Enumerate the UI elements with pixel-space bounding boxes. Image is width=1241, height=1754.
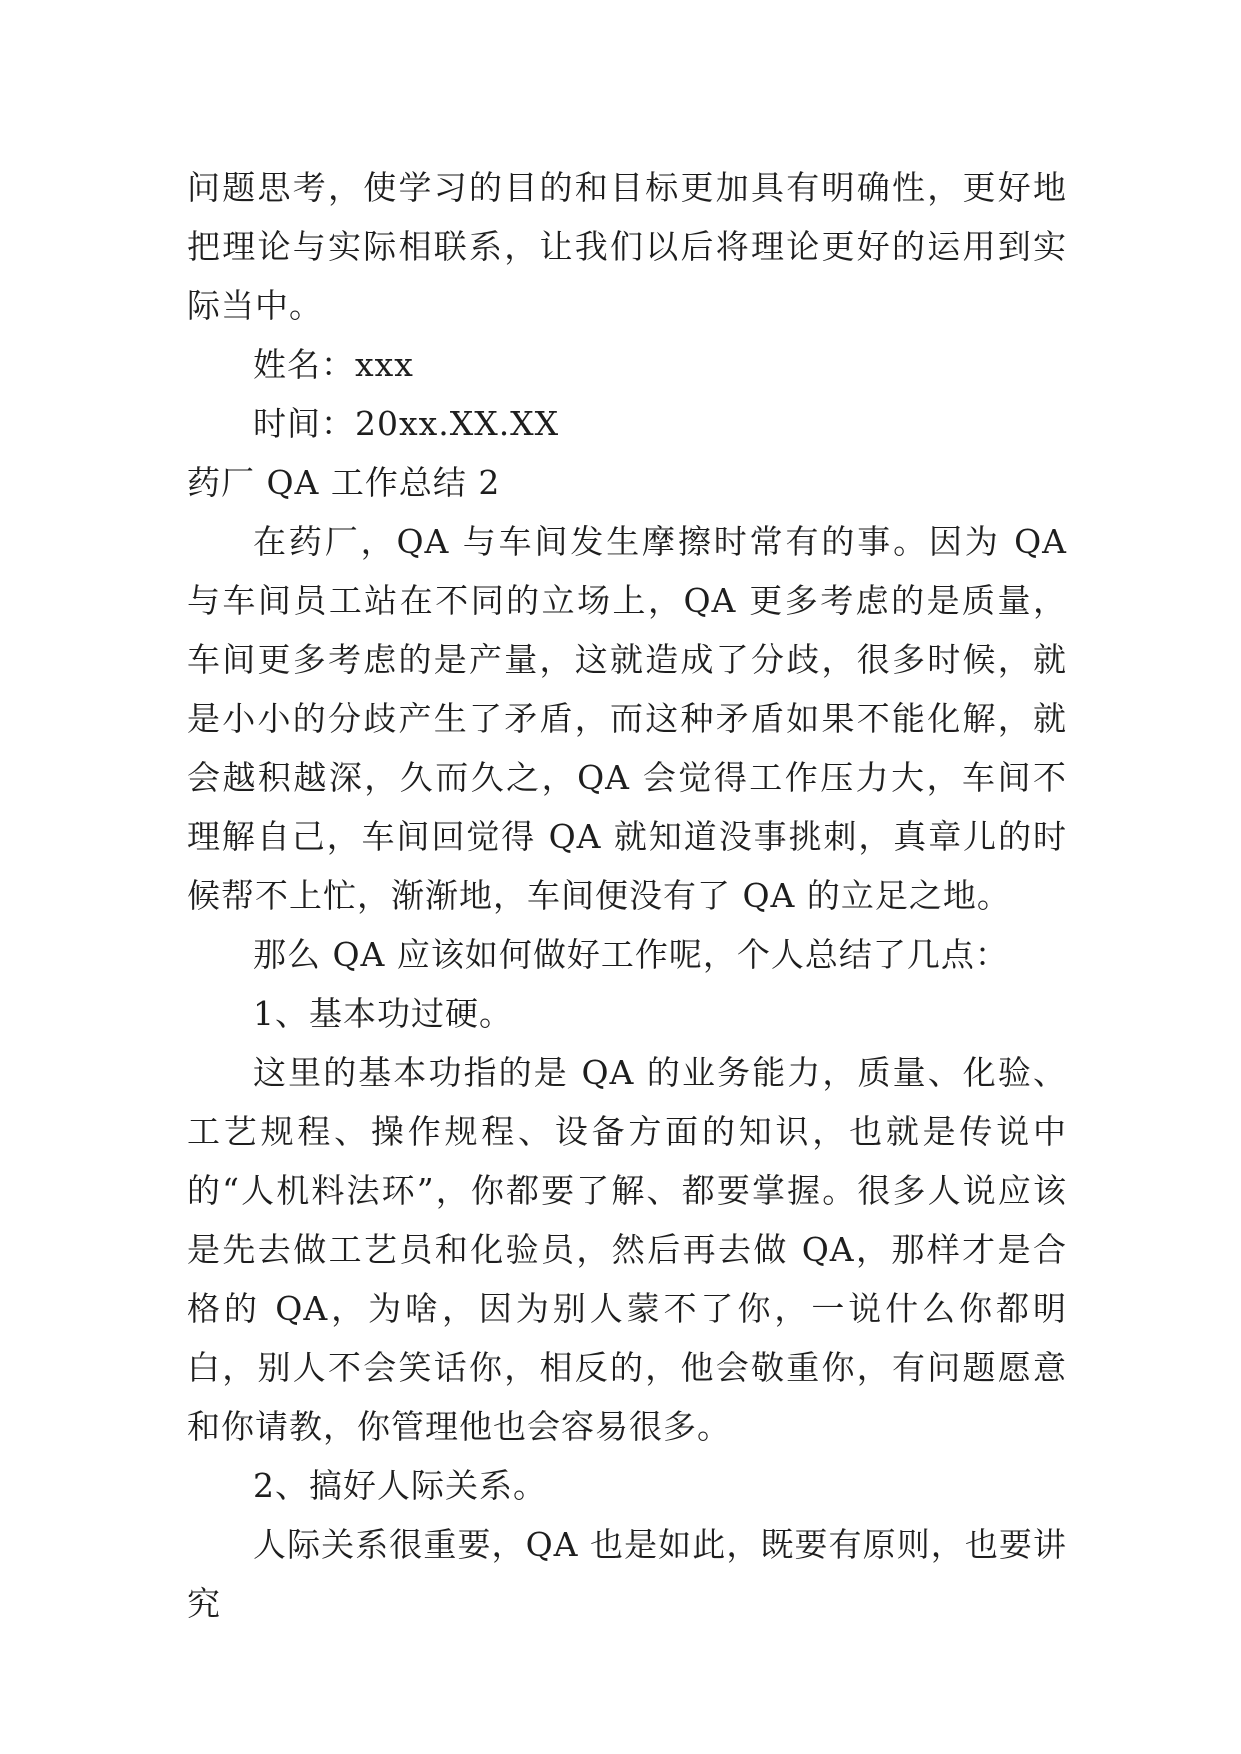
document-body [187,158,1067,1633]
paragraph-summary-lead: 那么 QA 应该如何做好工作呢，个人总结了几点： [253,935,1009,974]
point-2-body: 人际关系很重要，QA 也是如此，既要有原则，也要讲究 [187,1525,1067,1623]
paragraph-intro-continuation: 问题思考，使学习的目的和目标更加具有明确性，更好地把理论与实际相联系，让我们以后将理论更好的运用到实际当中。 [187,168,1067,325]
section-title: 药厂 QA 工作总结 2 [187,463,501,502]
point-2-heading: 2、搞好人际关系。 [253,1466,547,1505]
paragraph-conflict: 在药厂，QA 与车间发生摩擦时常有的事。因为 QA 与车间员工站在不同的立场上，QA 更多考虑的是质量，车间更多考虑的是产量，这就造成了分歧，很多时候，就是小小的分歧产生了矛盾，而这种矛盾如果不能化解，就会越积越深，久而久之，QA 会觉得工作压力大，车间不理解自己，车间回觉得 QA 就知道没事挑刺，真章儿的时候帮不上忙，渐渐地，车间便没有了 QA 的立足之地。 [187,522,1067,915]
point-1-body: 这里的基本功指的是 QA 的业务能力，质量、化验、工艺规程、操作规程、设备方面的知识，也就是传说中的“人机料法环”，你都要了解、都要掌握。很多人说应该是先去做工艺员和化验员，然后再去做 QA，那样才是合格的 QA，为啥，因为别人蒙不了你，一说什么你都明白，别人不会笑话你，相反的，他会敬重你，有问题愿意和你请教，你管理他也会容易很多。 [187,1053,1067,1446]
name-line: 姓名：xxx [253,345,414,384]
time-line: 时间：20xx.XX.XX [253,404,560,443]
point-1-heading: 1、基本功过硬。 [253,994,513,1033]
